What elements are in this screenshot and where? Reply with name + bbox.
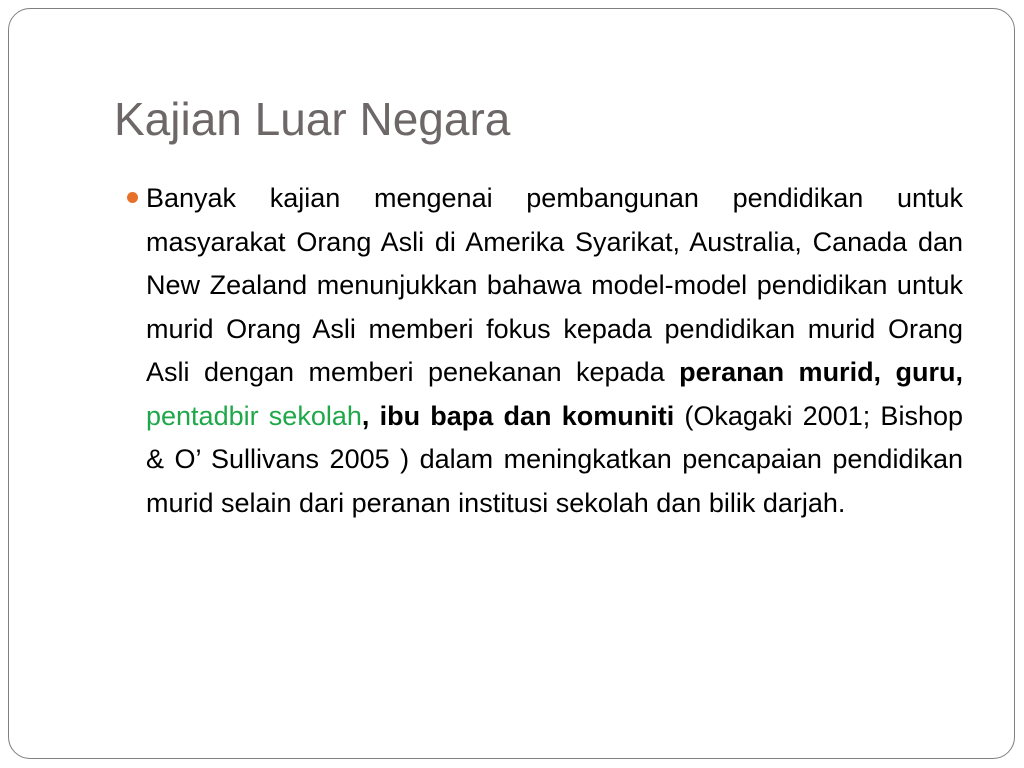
body-text-part-1: Banyak kajian mengenai pembangunan pendidikan untuk masyarakat Orang Asli di Amerika Syarikat, Australia, Canada dan New Zealand menunjukkan bahawa model-model pendidikan untuk murid Orang Asli memberi fokus kepada pendidikan murid Orang Asli dengan memberi penekanan kepada [146, 183, 963, 387]
body-text-part-3: (Okagaki 2001; Bishop & O’ Sullivans 2005 ) dalam meningkatkan pencapaian pendidikan murid selain dari peranan institusi sekolah dan bilik darjah. [146, 400, 963, 518]
bullet-dot-icon [127, 192, 138, 203]
bullet-list-item [146, 177, 963, 525]
emphasis-parents-community: , ibu bapa dan komuniti [361, 400, 675, 431]
slide-title: Kajian Luar Negara [114, 93, 511, 145]
emphasis-roles: peranan murid, guru, [679, 357, 963, 387]
slide-frame [8, 8, 1015, 759]
highlight-administrators: pentadbir sekolah [146, 400, 362, 431]
bullet-text [146, 177, 963, 525]
